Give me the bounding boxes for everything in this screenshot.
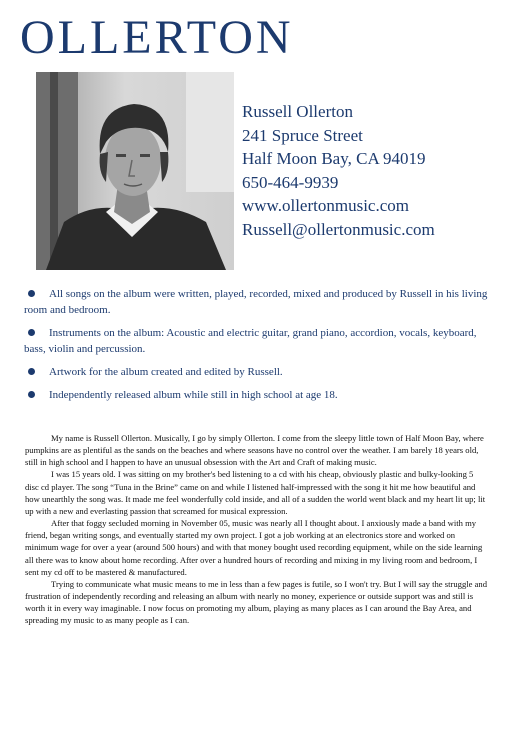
bullet-icon bbox=[28, 368, 35, 375]
contact-website[interactable]: www.ollertonmusic.com bbox=[242, 196, 409, 215]
contact-name: Russell Ollerton bbox=[242, 102, 353, 121]
bio-paragraph: After that foggy secluded morning in November 05, music was nearly all I thought about. I anxiously made a band with my friend, began writing songs, and eventually started my own project. I got a job working at an electronics store and worked on minimum wage for over a year (around 500 hours) and with that money bought used recording equipment, while on the side learning all there was to know about home recording. After over a hundred hours of recording and mixing in my living room and bedroom, I sent my cd off to be mastered & manufactured. bbox=[25, 518, 483, 577]
portrait-photo bbox=[36, 72, 234, 270]
list-item bbox=[24, 286, 494, 318]
contact-city: Half Moon Bay, CA 94019 bbox=[242, 149, 426, 168]
contact-email[interactable]: Russell@ollertonmusic.com bbox=[242, 219, 435, 239]
bullet-icon bbox=[28, 290, 35, 297]
bullet-icon bbox=[28, 391, 35, 398]
bullet-icon bbox=[28, 329, 35, 336]
list-item-text: Instruments on the album: Acoustic and electric guitar, grand piano, accordion, vocals, keyboard, bass, violin and percussion. bbox=[24, 327, 477, 355]
list-item-text: Artwork for the album created and edited by Russell. bbox=[49, 366, 283, 378]
list-item bbox=[24, 387, 494, 403]
bio-paragraph: My name is Russell Ollerton. Musically, I go by simply Ollerton. I come from the sleepy little town of Half Moon Bay, where pumpkins are as plentiful as the sands on the beaches and where seasons have no control over the weather. I am barely 18 years old, still in high school and I happen to have an unusual obsession with the Art and Craft of making music. bbox=[25, 433, 484, 468]
bio-paragraph: I was 15 years old. I was sitting on my brother's bed listening to a cd with his cheap, obviously plastic and bulky-looking 5 disc cd player. The song “Tuna in the Brine” came on and while I listened half-impressed with the song it hit me how beautiful and how unearthly the song was. It made me feel wonderfully cold inside, and all of a sudden the world went black and my heart lit up; lit up with a new and everlasting passion that screamed for musical expression. bbox=[25, 469, 486, 516]
list-item bbox=[24, 364, 494, 380]
list-item-text: Independently released album while still in high school at age 18. bbox=[49, 389, 338, 401]
contact-street: 241 Spruce Street bbox=[242, 125, 363, 145]
biography bbox=[25, 432, 487, 627]
list-item-text: All songs on the album were written, played, recorded, mixed and produced by Russell in his living room and bedroom. bbox=[24, 288, 488, 316]
bio-paragraph: Trying to communicate what music means to me in less than a few pages is futile, so I won't try. But I will say the struggle and frustration of independently recording and releasing an album with nearly no money, experience or outside support was and still is worth it in every way imaginable. I now focus on promoting my album, playing as many places as I can around the Bay Area, and spreading my music to as many people as I can. bbox=[25, 578, 488, 626]
contact-block bbox=[242, 100, 435, 241]
contact-phone: 650-464-9939 bbox=[242, 172, 339, 192]
album-facts-list bbox=[24, 286, 494, 410]
list-item bbox=[24, 325, 494, 357]
page-title: OLLERTON bbox=[20, 11, 294, 64]
